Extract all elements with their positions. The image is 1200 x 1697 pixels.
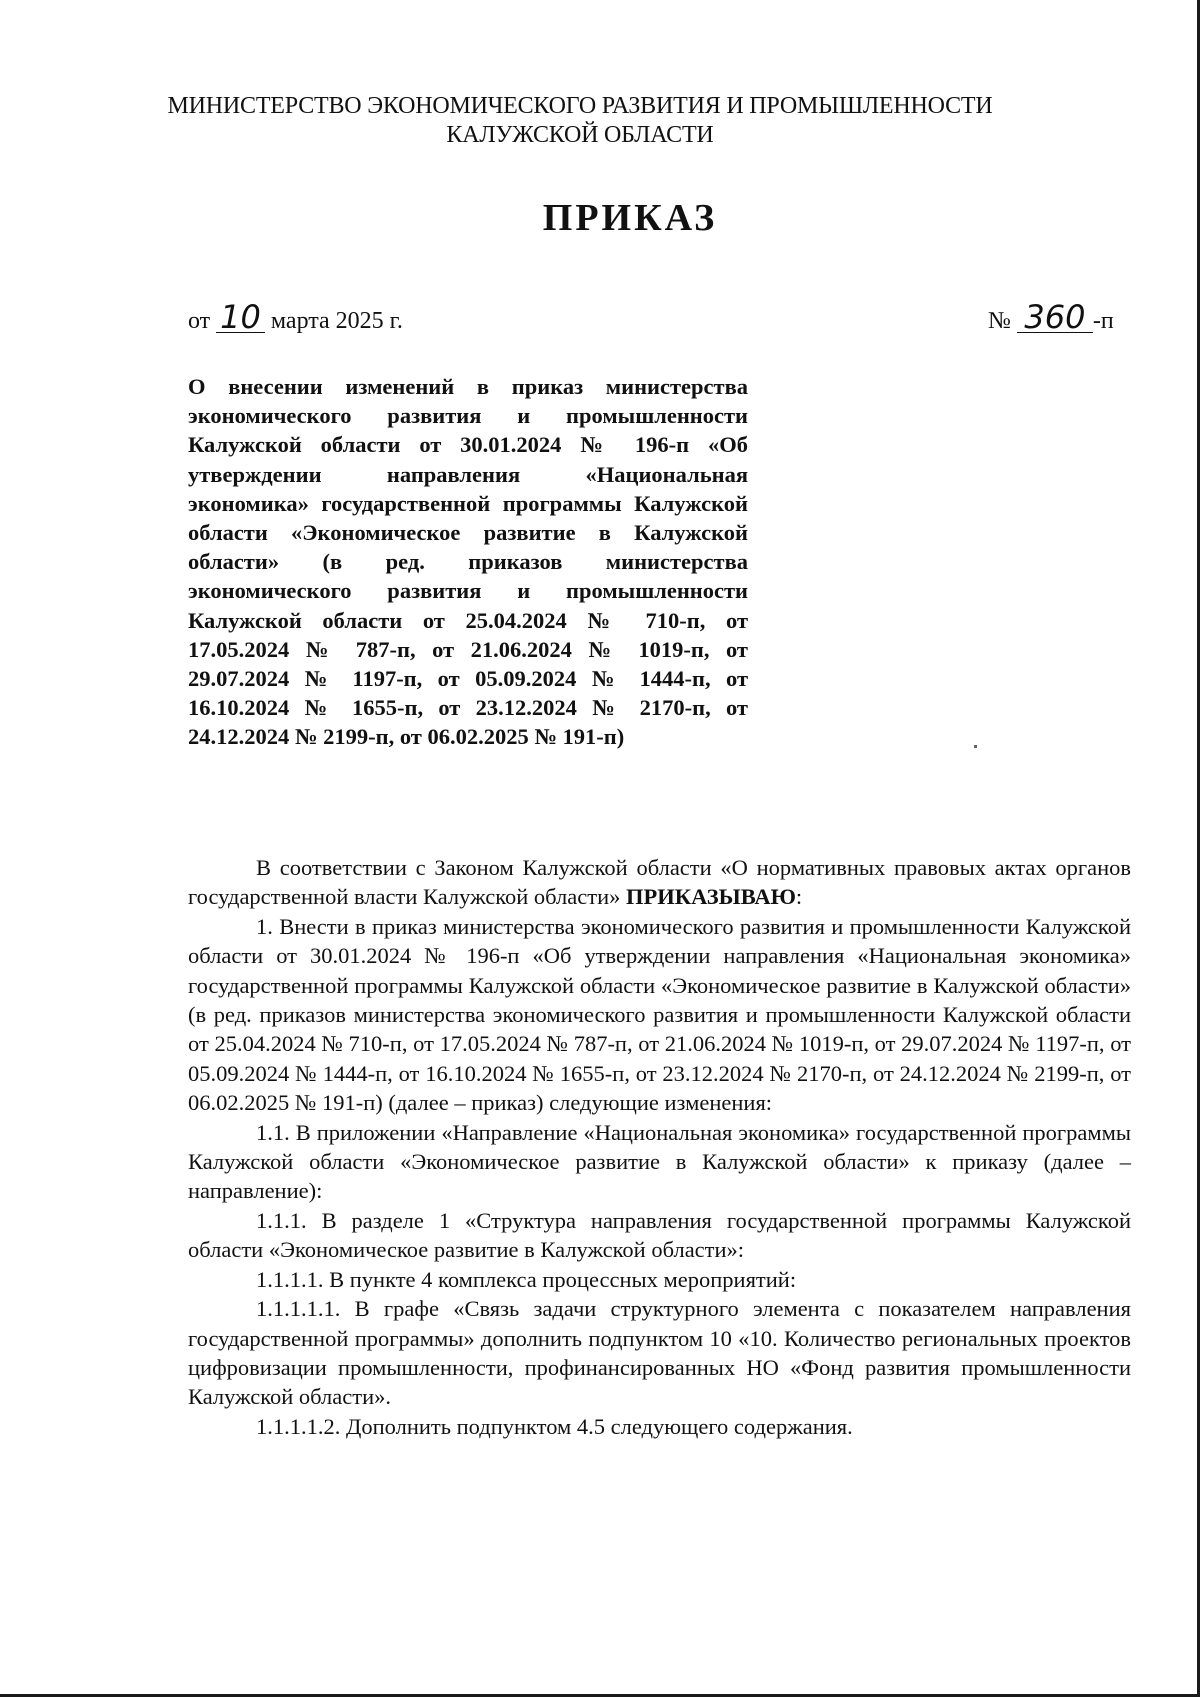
order-word: ПРИКАЗЫВАЮ bbox=[626, 884, 796, 910]
item-1: 1. Внести в приказ министерства экономического развития и промышленности Калужской области от 30.01.2024 № 196-п «Об утверждении направления «Национальная экономика» государственной программы Калужской области «Экономическое развитие в Калужской области» (в ред. приказов министерства экономического развития и промышленности Калужской области от 25.04.2024 № 710-п, от 17.05.2024 № 787-п, от 21.06.2024 № 1019-п, от 29.07.2024 № 1197-п, от 05.09.2024 № 1444-п, от 16.10.2024 № 1655-п, от 23.12.2024 № 2170-п, от 24.12.2024 № 2199-п, от 06.02.2025 № 191-п) (далее – приказ) следующие изменения: bbox=[188, 913, 1131, 1116]
ministry-heading bbox=[150, 92, 1010, 150]
order-subject: О внесении изменений в приказ министерства экономического развития и промышленности Калужской области от 30.01.2024 № 196-п «Об утверждении направления «Национальная экономика» государственной программы Калужской области «Экономическое развитие в Калужской области» (в ред. приказов министерства экономического развития и промышленности Калужской области от 25.04.2024 № 710-п, от 17.05.2024 № 787-п, от 21.06.2024 № 1019-п, от 29.07.2024 № 1197-п, от 05.09.2024 № 1444-п, от 16.10.2024 № 1655-п, от 23.12.2024 № 2170-п, от 24.12.2024 № 2199-п, от 06.02.2025 № 191-п) bbox=[188, 374, 748, 750]
date-month-year: марта 2025 г. bbox=[270, 308, 403, 334]
ministry-name-line1: МИНИСТЕРСТВО ЭКОНОМИЧЕСКОГО РАЗВИТИЯ И ПРОМЫШЛЕННОСТИ bbox=[167, 93, 993, 119]
preamble-paragraph bbox=[188, 853, 1131, 912]
item-1-1: 1.1. В приложении «Направление «Национальная экономика» государственной программы Калужской области «Экономическое развитие в Калужской области» к приказу (далее – направление): bbox=[188, 1119, 1131, 1204]
date-day-handwritten: 10 bbox=[216, 302, 265, 333]
document-type-title: ПРИКАЗ bbox=[542, 197, 718, 239]
item-1-1-1-1: 1.1.1.1. В пункте 4 комплекса процессных мероприятий: bbox=[256, 1266, 797, 1292]
preamble-text: В соответствии с Законом Калужской области «О нормативных правовых актах органов государственной власти Калужской области» bbox=[188, 855, 1131, 910]
item-1-1-1-1-1: 1.1.1.1.1. В графе «Связь задачи структурного элемента с показателем направления государственной программы» дополнить подпунктом 10 «10. Количество региональных проектов цифровизации промышленности, профинансированных НО «Фонд развития промышленности Калужской области». bbox=[188, 1296, 1131, 1410]
order-body bbox=[188, 853, 1131, 1441]
number-prefix: № bbox=[988, 308, 1011, 334]
item-1-1-1-1-2: 1.1.1.1.2. Дополнить подпунктом 4.5 следующего содержания. bbox=[256, 1413, 853, 1439]
order-number bbox=[988, 298, 1114, 336]
scan-speck bbox=[974, 745, 977, 748]
order-colon: : bbox=[795, 884, 803, 910]
order-date bbox=[188, 298, 403, 336]
number-handwritten: 360 bbox=[1017, 302, 1093, 333]
date-prefix: от bbox=[188, 308, 211, 334]
item-1-1-1: 1.1.1. В разделе 1 «Структура направления государственной программы Калужской области «Экономическое развитие в Калужской области»: bbox=[188, 1207, 1131, 1263]
ministry-name-line2: КАЛУЖСКОЙ ОБЛАСТИ bbox=[446, 122, 714, 148]
number-suffix: -п bbox=[1092, 308, 1114, 334]
